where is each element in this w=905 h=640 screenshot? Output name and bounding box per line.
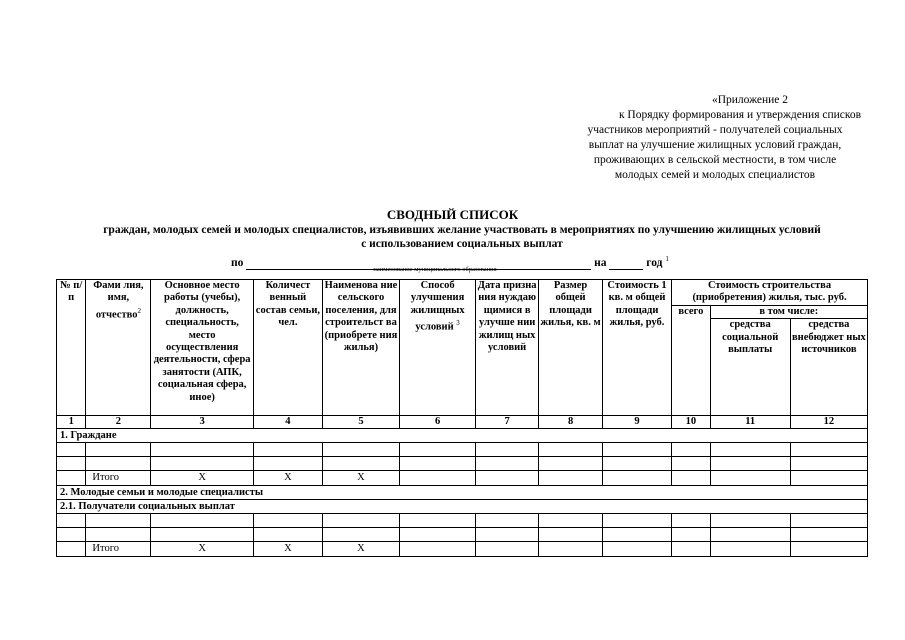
x-mark: X bbox=[253, 542, 322, 557]
x-mark: X bbox=[151, 542, 254, 557]
summary-table bbox=[56, 279, 868, 557]
col-number: 4 bbox=[253, 416, 322, 429]
document-subtitle bbox=[56, 223, 868, 251]
appendix-line: к Порядку формирования и утверждения списков bbox=[618, 109, 862, 121]
table-row bbox=[57, 528, 868, 542]
header-row bbox=[57, 280, 868, 306]
table-row bbox=[57, 457, 868, 471]
x-mark: X bbox=[253, 471, 322, 486]
year-blank[interactable] bbox=[609, 258, 643, 270]
na-label: на bbox=[594, 256, 607, 269]
header-cost-m2: Стоимость 1 кв. м общей площади жилья, руб. bbox=[603, 280, 672, 416]
col-number: 7 bbox=[476, 416, 539, 429]
col-number: 6 bbox=[400, 416, 476, 429]
col-number: 2 bbox=[86, 416, 151, 429]
po-label: по bbox=[231, 256, 244, 269]
subtitle-line-1: граждан, молодых семей и молодых специалистов, изъявивших желание участвовать в мероприятиях по улучшению жилищных условий bbox=[103, 224, 821, 236]
header-area: Размер общей площади жилья, кв. м bbox=[539, 280, 603, 416]
header-num: № п/п bbox=[57, 280, 86, 416]
col-number: 8 bbox=[539, 416, 603, 429]
col-number: 1 bbox=[57, 416, 86, 429]
section-2-title: 2. Молодые семьи и молодые специалисты bbox=[57, 486, 868, 500]
col-number: 3 bbox=[151, 416, 254, 429]
section-1-title: 1. Граждане bbox=[57, 429, 868, 443]
total-row bbox=[57, 471, 868, 486]
header-settlement: Наименова ние сельского поселения, для строительст ва (приобрете ния жилья) bbox=[322, 280, 399, 416]
table-row bbox=[57, 443, 868, 457]
appendix-line: участников мероприятий - получателей социальных bbox=[587, 124, 843, 136]
subtitle-line-2: с использованием социальных выплат bbox=[361, 238, 563, 250]
appendix-line: молодых семей и молодых специалистов bbox=[614, 169, 816, 181]
total-row bbox=[57, 542, 868, 557]
col-number: 12 bbox=[790, 416, 867, 429]
col-number: 11 bbox=[710, 416, 790, 429]
header-work: Основное место работы (учебы), должность, специальность, место осуществления деятельности, сфера занятости (АПК, социальная сфера, иное) bbox=[151, 280, 254, 416]
appendix-line: «Приложение 2 bbox=[711, 94, 789, 106]
footnote-3: 3 bbox=[456, 319, 460, 328]
x-mark: X bbox=[151, 471, 254, 486]
footnote-2: 2 bbox=[137, 306, 141, 315]
section-2-1-title: 2.1. Получатели социальных выплат bbox=[57, 500, 868, 514]
column-numbers-row bbox=[57, 416, 868, 429]
appendix-line: проживающих в сельской местности, в том числе bbox=[593, 154, 837, 166]
header-fio: Фами лия, имя, отчество$^2$ bbox=[86, 280, 151, 416]
col-number: 5 bbox=[322, 416, 399, 429]
header-total: всего bbox=[672, 305, 711, 415]
x-mark: X bbox=[322, 471, 399, 486]
header-method: Способ улучшения жилищных условий $^3$ bbox=[400, 280, 476, 416]
appendix-line: выплат на улучшение жилищных условий граждан, bbox=[588, 139, 842, 151]
header-cost-total: Стоимость строительства (приобретения) жилья, тыс. руб. bbox=[672, 280, 868, 306]
header-extra: средства внебюджет ных источников bbox=[790, 319, 867, 416]
municipality-caption: наименование муниципального образования bbox=[373, 266, 497, 273]
section-row bbox=[57, 429, 868, 443]
col-number: 9 bbox=[603, 416, 672, 429]
appendix-block bbox=[560, 93, 870, 183]
footnote-1: 1 bbox=[665, 255, 669, 263]
header-family: Количест венный состав семьи, чел. bbox=[253, 280, 322, 416]
god-label: год bbox=[646, 256, 663, 269]
header-social: средства социальной выплаты bbox=[710, 319, 790, 416]
document-title: СВОДНЫЙ СПИСОК bbox=[386, 207, 519, 222]
total-label: Итого bbox=[86, 542, 151, 557]
section-row bbox=[57, 486, 868, 500]
header-incl: в том числе: bbox=[710, 305, 867, 318]
section-row bbox=[57, 500, 868, 514]
x-mark: X bbox=[322, 542, 399, 557]
col-number: 10 bbox=[672, 416, 711, 429]
header-date: Дата призна ния нуждаю щимися в улучше нии жилищ ных условий bbox=[476, 280, 539, 416]
table-row bbox=[57, 514, 868, 528]
total-label: Итого bbox=[86, 471, 151, 486]
